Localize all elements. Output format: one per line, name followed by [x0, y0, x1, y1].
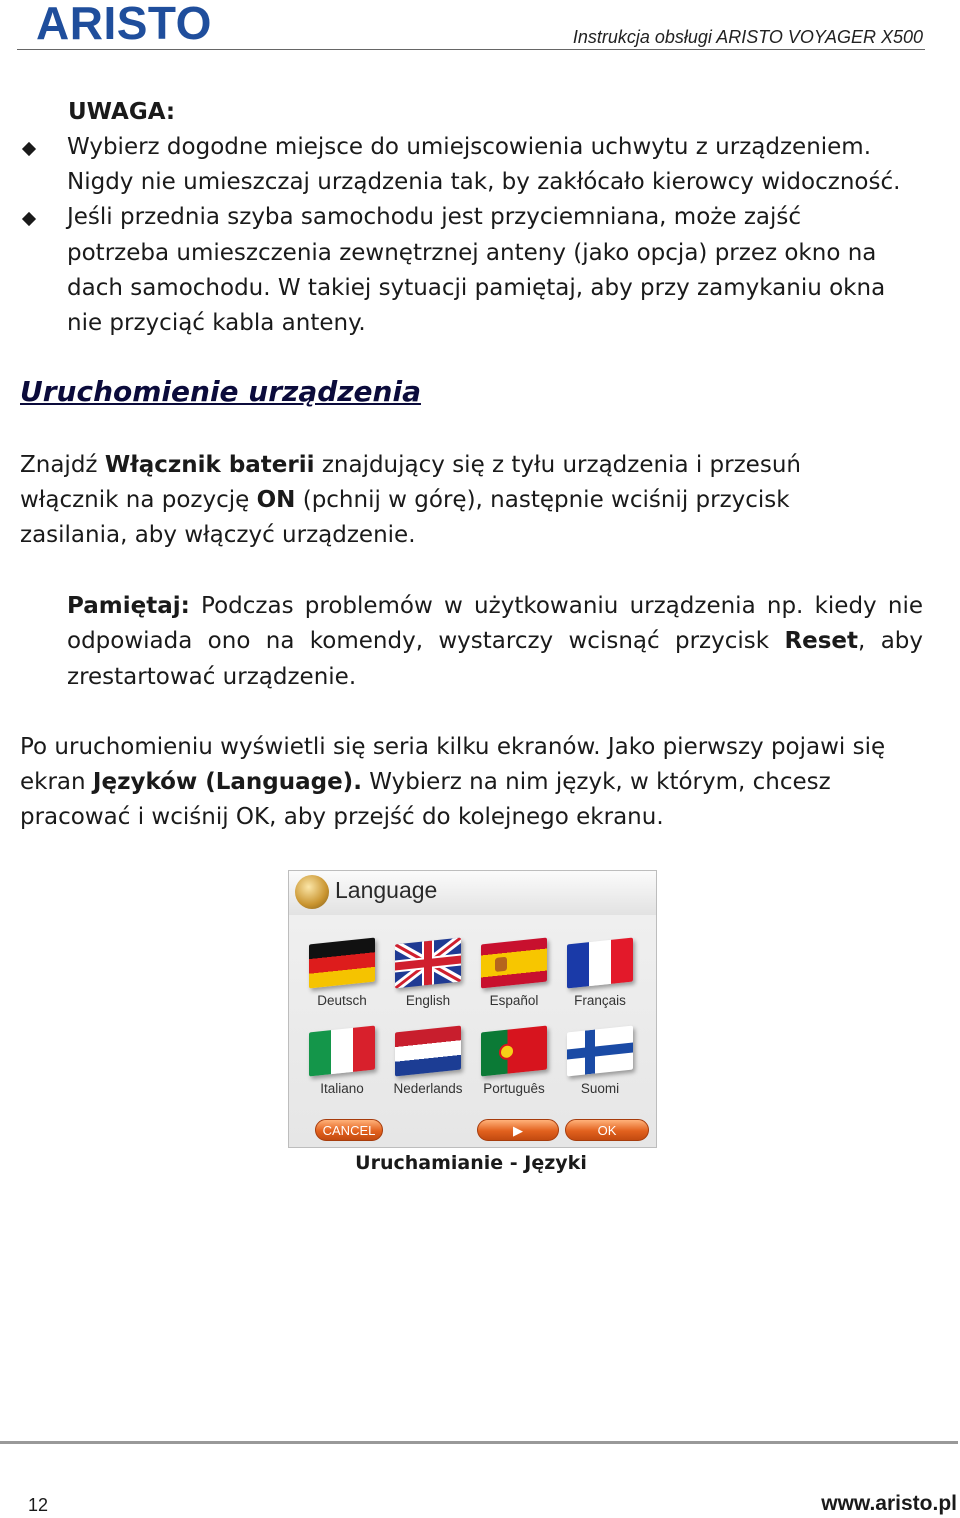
language-label: Español [489, 993, 539, 1008]
header-divider [17, 49, 925, 50]
bullet-diamond-icon [22, 212, 36, 226]
language-label: English [405, 993, 451, 1008]
language-label: Italiano [320, 1081, 364, 1096]
italian-flag-icon [309, 1026, 375, 1077]
language-label: Português [483, 1081, 545, 1096]
aristo-logo: ARISTO [36, 0, 212, 49]
header-title: Instrukcja obsługi ARISTO VOYAGER X500 [572, 27, 923, 47]
warning-label: UWAGA: [68, 99, 176, 125]
uk-flag-icon [395, 938, 461, 989]
paragraph-line: Znajdź Włącznik baterii znajdujący się z tyłu urządzenia i przesuń [20, 452, 801, 478]
footer-divider [0, 1441, 958, 1444]
warning-line: Nigdy nie umieszczaj urządzenia tak, by zakłócało kierowcy widoczność. [67, 169, 901, 195]
paragraph-line: włącznik na pozycję ON (pchnij w górę), następnie wciśnij przycisk [20, 487, 790, 513]
warning-line: potrzeba umieszczenia zewnętrznej anteny (jako opcja) przez okno na [67, 240, 877, 266]
warning-line: dach samochodu. W takiej sytuacji pamiętaj, aby przy zamykaniu okna [67, 275, 886, 301]
paragraph-line: ekran Języków (Language). Wybierz na nim język, w którym, chcesz [20, 769, 831, 795]
language-screen-screenshot [288, 870, 657, 1148]
german-flag-icon [309, 938, 375, 989]
note-paragraph: Pamiętaj: Podczas problemów w użytkowaniu urządzenia np. kiedy nie odpowiada ono na komendy, wystarczy wcisnąć przycisk Reset, aby zrestartować urządzenie. [67, 593, 923, 690]
website-link[interactable]: www.aristo.pl [821, 1492, 957, 1515]
portuguese-flag-icon [481, 1026, 547, 1077]
finnish-flag-icon [567, 1026, 633, 1077]
language-option-italiano[interactable] [299, 1029, 385, 1111]
next-button[interactable]: ▶ [477, 1119, 559, 1141]
language-option-suomi[interactable] [557, 1029, 643, 1111]
language-label: Français [574, 993, 626, 1008]
paragraph-line: zasilania, aby włączyć urządzenie. [20, 522, 416, 548]
paragraph-line: Po uruchomieniu wyświetli się seria kilku ekranów. Jako pierwszy pojawi się [20, 734, 886, 760]
language-option-nederlands[interactable] [385, 1029, 471, 1111]
language-option-deutsch[interactable] [299, 941, 385, 1023]
page-number: 12 [28, 1495, 49, 1515]
device-title: Language [335, 877, 438, 903]
language-option-francais[interactable] [557, 941, 643, 1023]
spanish-flag-icon [481, 938, 547, 989]
language-option-espanol[interactable] [471, 941, 557, 1023]
language-label: Suomi [580, 1081, 620, 1096]
paragraph-line: pracować i wciśnij OK, aby przejść do kolejnego ekranu. [20, 804, 664, 830]
section-title: Uruchomienie urządzenia [20, 375, 421, 408]
device-titlebar [289, 871, 656, 915]
ok-button[interactable]: OK [565, 1119, 649, 1141]
warning-line: nie przyciąć kabla anteny. [67, 310, 366, 336]
language-option-portugues[interactable] [471, 1029, 557, 1111]
french-flag-icon [567, 938, 633, 989]
language-option-english[interactable] [385, 941, 471, 1023]
language-label: Nederlands [393, 1081, 463, 1096]
warning-line: Jeśli przednia szyba samochodu jest przyciemniana, może zajść [67, 204, 802, 230]
language-label: Deutsch [317, 993, 367, 1008]
bullet-diamond-icon [22, 142, 36, 156]
cancel-button[interactable]: CANCEL [315, 1119, 383, 1141]
globe-icon [295, 875, 329, 909]
warning-line: Wybierz dogodne miejsce do umiejscowienia uchwytu z urządzeniem. [67, 134, 872, 160]
figure-caption: Uruchamianie - Języki [355, 1152, 587, 1174]
dutch-flag-icon [395, 1026, 461, 1077]
